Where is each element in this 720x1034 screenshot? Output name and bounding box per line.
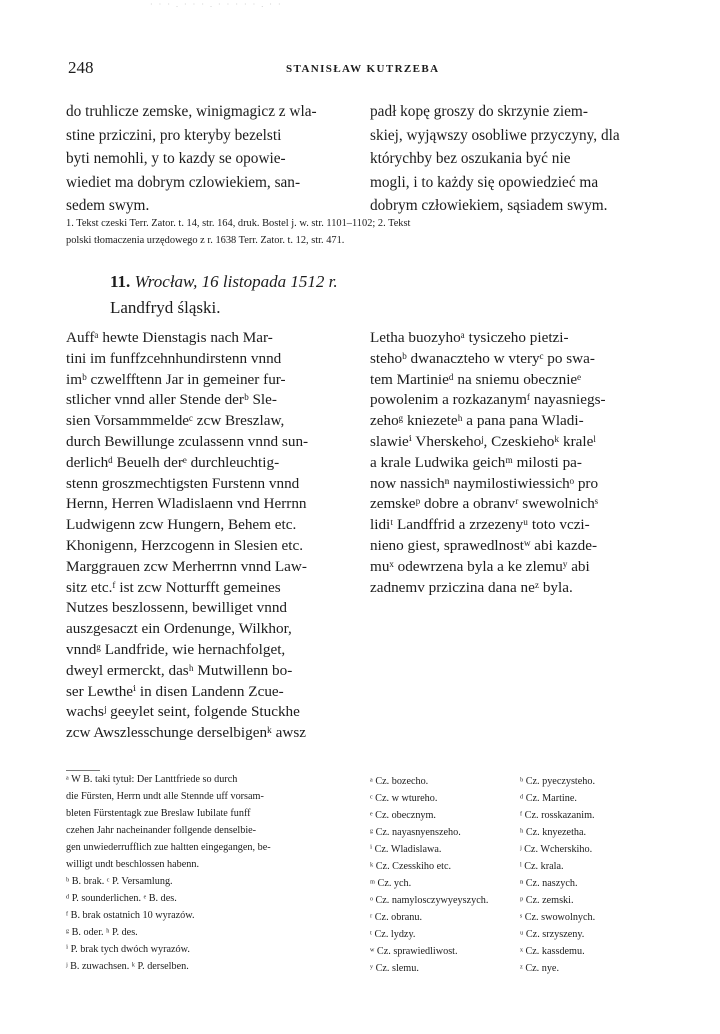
- footnote-entry: ᶠ Cz. rosskazanim.: [520, 810, 595, 821]
- top-left-column: [66, 100, 358, 218]
- text-line: ᵇ B. brak. ᶜ P. Versamlung.: [66, 876, 173, 887]
- text-line: die Fürsten, Herrn undt alle Stennde uff vorsam-: [66, 791, 264, 802]
- text-line: stenn groszmechtigsten Furstenn vnnd: [66, 474, 300, 492]
- footnote-entry: ᵐ Cz. ych.: [370, 878, 412, 889]
- top-right-column: [370, 100, 658, 218]
- footnotes-right: [370, 773, 660, 977]
- footnote-row: [370, 926, 660, 943]
- text-line: zehoᵍ kniezeteʰ a pana pana Wladi-: [370, 412, 584, 430]
- text-line: czehen Jahr nacheinander follgende denselbie-: [66, 825, 257, 836]
- text-line: durch Bewillunge zculassenn vnnd sun-: [66, 432, 309, 450]
- text-line: ⁱ P. brak tych dwóch wyrazów.: [66, 944, 190, 955]
- text-line: skiej, wyjąwszy osobliwe przyczyny, dla: [370, 126, 620, 144]
- running-title: STANISŁAW KUTRZEBA: [286, 63, 440, 75]
- page-number: 248: [68, 58, 94, 77]
- text-line: ʲ B. zuwachsen. ᵏ P. derselben.: [66, 961, 189, 972]
- text-line: Hernn, Herren Wladislaenn vnd Herrnn: [66, 495, 307, 513]
- text-line: Nutzes beszlossenn, bewilliget vnnd: [66, 599, 288, 617]
- text-line: zemskeᵖ dobre a obranvʳ swewolnichˢ: [370, 495, 599, 513]
- text-line: slawieⁱ Vherskehoʲ, Czeskiehoᵏ kraleˡ: [370, 432, 596, 450]
- text-line: byti nemohli, y to kazdy se opowie-: [66, 150, 286, 168]
- footnote-entry: ⁿ Cz. naszych.: [520, 878, 578, 889]
- footnote-entry: ᵍ Cz. nayasnyenszeho.: [370, 827, 461, 838]
- footnote-entry: ᵒ Cz. namylosczywyeyszych.: [370, 895, 489, 906]
- text-line: powolenim a rozkazanymᶠ nayasniegs-: [370, 391, 606, 409]
- text-line: wachsʲ geeylet seint, folgende Stuckhe: [66, 703, 300, 721]
- footnote-row: [370, 841, 660, 858]
- text-line: 1. Tekst czeski Terr. Zator. t. 14, str. 164, druk. Bostel j. w. str. 1101–1102; 2. Tekst: [66, 218, 411, 229]
- czech-text-column: [370, 328, 658, 598]
- footnote-entry: ʳ Cz. obranu.: [370, 912, 423, 923]
- footnotes-left: [66, 771, 356, 975]
- footnote-row: [370, 858, 660, 875]
- text-line: dweyl ermerckt, dasʰ Mutwillenn bo-: [66, 661, 293, 679]
- footnote-row: [370, 892, 660, 909]
- text-line: ᵃ W B. taki tytuł: Der Lanttfriede so durch: [66, 774, 238, 785]
- text-line: sien Vorsammmeldeᶜ zcw Breszlaw,: [66, 412, 285, 430]
- text-line: Auffᵃ hewte Dienstagis nach Mar-: [66, 329, 273, 346]
- text-line: bleten Fürstentagk zue Breslaw Iubilate funff: [66, 808, 251, 819]
- footnote-row: [370, 790, 660, 807]
- footnote-entry: ⁱ Cz. Wladislawa.: [370, 844, 442, 855]
- footnote-entry: ᵏ Cz. Czesskiho etc.: [370, 861, 452, 872]
- scan-bleed-through: · · · . · · · . · · · · · . · ·: [150, 0, 283, 9]
- text-line: imᵇ czwelfftenn Jar in gemeiner fur-: [66, 370, 286, 388]
- text-line: zcw Awszlesschunge derselbigenᵏ awsz: [66, 724, 306, 742]
- text-line: ᵈ P. sounderlichen. ᵉ B. des.: [66, 893, 177, 904]
- text-line: a krale Ludwika geichᵐ milosti pa-: [370, 453, 582, 471]
- text-line: ᵍ B. oder. ʰ P. des.: [66, 927, 138, 938]
- text-line: Letha buozyhoᵃ tysiczeho pietzi-: [370, 329, 569, 346]
- footnote-row: [370, 960, 660, 977]
- text-line: zadnemv prziczina dana neᶻ byla.: [370, 578, 573, 596]
- footnote-row: [370, 875, 660, 892]
- text-line: derlichᵈ Beuelh derᵉ durchleuchtig-: [66, 453, 280, 471]
- text-line: ᶠ B. brak ostatnich 10 wyrazów.: [66, 910, 195, 921]
- footnote-entry: ʰ Cz. knyezetha.: [520, 827, 587, 838]
- german-text-column: [66, 328, 358, 744]
- footnote-row: [370, 807, 660, 824]
- footnote-entry: ᶜ Cz. w wtureho.: [370, 793, 438, 804]
- text-line: now nassichⁿ naymilostiwiessichᵒ pro: [370, 474, 599, 492]
- text-line: muˣ odewrzena byla a ke zlemuʸ abi: [370, 557, 590, 575]
- text-line: Khonigenn, Herzcogenn in Slesien etc.: [66, 536, 304, 554]
- text-line: vnndᵍ Landfride, wie hernachfolget,: [66, 640, 286, 658]
- footnote-entry: ᵃ Cz. bozecho.: [370, 776, 429, 787]
- document-heading: [110, 272, 338, 292]
- footnote-entry: ʸ Cz. slemu.: [370, 963, 419, 974]
- footnote-entry: ᵈ Cz. Martine.: [520, 793, 577, 804]
- text-line: wiediet ma dobrym czlowiekiem, san-: [66, 173, 301, 191]
- text-line: Marggrauen zcw Merherrnn vnnd Law-: [66, 557, 307, 575]
- document-title: Landfryd śląski.: [110, 298, 221, 317]
- document-number: 11.: [110, 272, 131, 291]
- document-place-date: Wrocław, 16 listopada 1512 r.: [134, 272, 338, 291]
- text-line: stehoᵇ dwanaczteho w vteryᶜ po swa-: [370, 349, 595, 367]
- footnote-entry: ᵉ Cz. obecznym.: [370, 810, 436, 821]
- text-line: Ludwigenn zcw Hungern, Behem etc.: [66, 516, 297, 534]
- text-line: sedem swym.: [66, 197, 150, 215]
- source-notes: [66, 216, 658, 249]
- text-line: dobrym człowiekiem, sąsiadem swym.: [370, 197, 608, 215]
- footnote-entry: ᵗ Cz. lydzy.: [370, 929, 416, 940]
- footnote-entry: ˢ Cz. swowolnych.: [520, 912, 596, 923]
- footnote-entry: ᵇ Cz. pyeczysteho.: [520, 776, 596, 787]
- footnote-entry: ˡ Cz. krala.: [520, 861, 564, 872]
- text-line: ser Lewtheⁱ in disen Landenn Zcue-: [66, 682, 284, 700]
- footnote-entry: ʲ Cz. Wcherskiho.: [520, 844, 593, 855]
- footnote-entry: ᶻ Cz. nye.: [520, 963, 560, 974]
- text-line: mogli, i to każdy się opowiedzieć ma: [370, 173, 599, 191]
- text-line: auszgesaczt ein Ordenunge, Wilkhor,: [66, 620, 292, 638]
- footnote-row: [370, 943, 660, 960]
- footnote-entry: ˣ Cz. kassdemu.: [520, 946, 585, 957]
- text-line: nieno giest, sprawedlnostʷ abi kazde-: [370, 536, 598, 554]
- text-line: polski tłomaczenia urzędowego z r. 1638 Terr. Zator. t. 12, str. 471.: [66, 234, 345, 246]
- text-line: stlicher vnnd aller Stende derᵇ Sle-: [66, 391, 277, 409]
- text-line: tem Martinieᵈ na sniemu obecznieᵉ: [370, 370, 582, 388]
- text-line: gen unwiederrufflich zue haltten eingegangen, be-: [66, 842, 271, 853]
- text-line: sitz etc.ᶠ ist zcw Notturfft gemeines: [66, 578, 281, 596]
- text-line: do truhlicze zemske, winigmagicz z wla-: [66, 103, 317, 120]
- footnote-row: [370, 909, 660, 926]
- footnote-entry: ᵘ Cz. srzyszeny.: [520, 929, 585, 940]
- text-line: willigt undt beschlossen habenn.: [66, 859, 199, 870]
- footnote-entry: ʷ Cz. sprawiedliwost.: [370, 946, 458, 957]
- text-line: lidiᵗ Landffrid a zrzezenyᵘ toto vczi-: [370, 516, 590, 534]
- text-line: tini im funffzcehnhundirstenn vnnd: [66, 349, 282, 367]
- text-line: padł kopę groszy do skrzynie ziem-: [370, 103, 588, 120]
- footnote-row: [370, 773, 660, 790]
- text-line: którychby bez oszukania być nie: [370, 150, 571, 168]
- text-line: stine prziczini, pro kteryby bezelsti: [66, 126, 282, 144]
- footnote-row: [370, 824, 660, 841]
- footnote-entry: ᵖ Cz. zemski.: [520, 895, 574, 906]
